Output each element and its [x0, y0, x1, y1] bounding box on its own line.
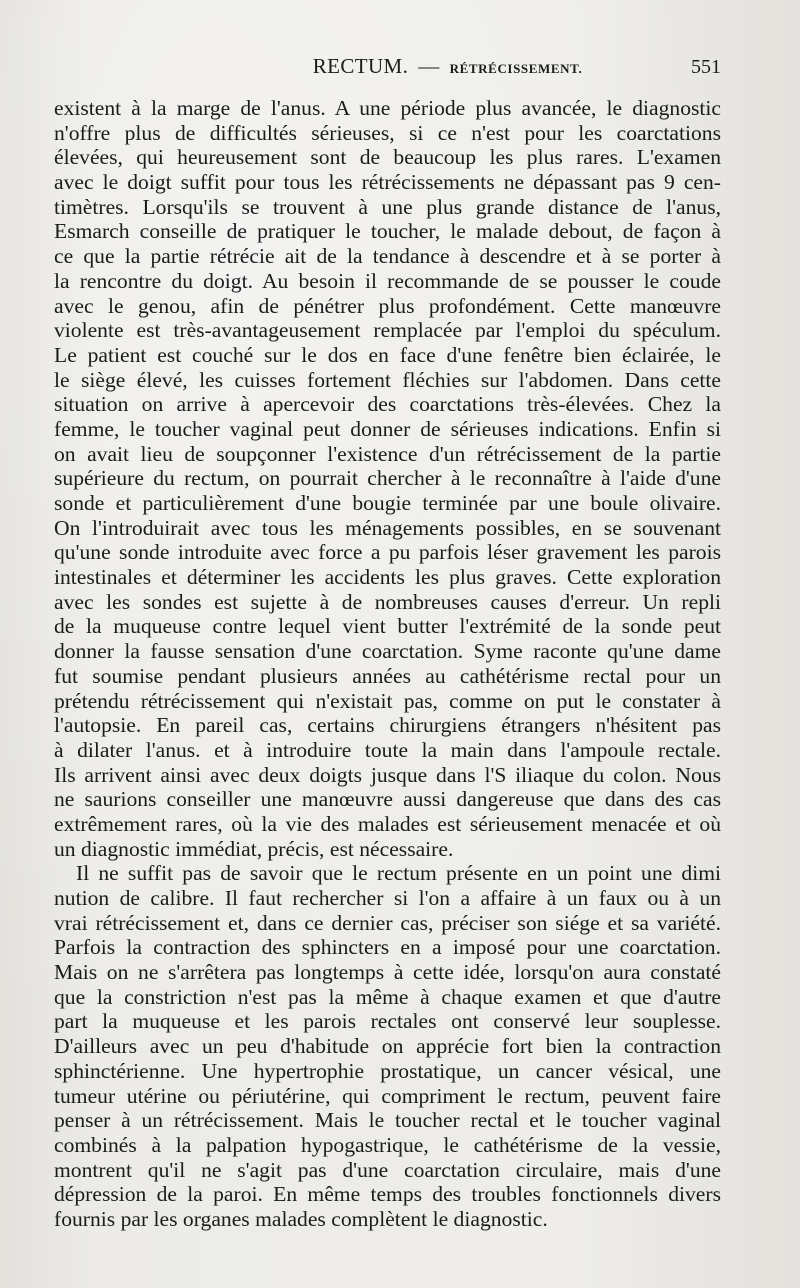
text-line: le siège élevé, les cuisses fortement fléchies sur l'abdomen. Dans cette: [54, 367, 721, 392]
text-line: violente est très-avantageusement remplacée par l'emploi du spéculum.: [54, 318, 721, 343]
text-line: l'autopsie. En pareil cas, certains chirurgiens étrangers n'hésitent pas: [54, 713, 721, 738]
text-line: penser à un rétrécissement. Mais le toucher rectal et le toucher vaginal: [54, 1108, 721, 1133]
body-text: [54, 96, 721, 1232]
text-line: prétendu rétrécissement qui n'existait pas, comme on put le constater à: [54, 688, 721, 713]
text-line: Il ne suffit pas de savoir que le rectum présente en un point une dimi: [76, 861, 721, 886]
text-line: dépression de la paroi. En même temps des troubles fonctionnels divers: [54, 1182, 721, 1207]
text-line: Le patient est couché sur le dos en face d'une fenêtre bien éclairée, le: [54, 342, 721, 367]
text-line: Mais on ne s'arrêtera pas longtemps à cette idée, lorsqu'on aura constaté: [54, 960, 721, 985]
text-line: D'ailleurs avec un peu d'habitude on apprécie fort bien la contraction: [54, 1034, 721, 1059]
text-line: extrêmement rares, où la vie des malades est sérieusement menacée et où: [54, 811, 721, 836]
text-line: fournis par les organes malades complètent le diagnostic.: [54, 1206, 548, 1231]
text-line: à dilater l'anus. et à introduire toute la main dans l'ampoule rectale.: [54, 737, 721, 762]
text-line: nution de calibre. Il faut rechercher si l'on a affaire à un faux ou à un: [54, 886, 721, 910]
text-line: que la constriction n'est pas la même à chaque examen et que d'autre: [54, 984, 721, 1009]
running-head-dash: —: [418, 54, 440, 78]
text-line: part la muqueuse et les parois rectales ont conservé leur souplesse.: [54, 1009, 721, 1034]
text-line: On l'introduirait avec tous les ménagements possibles, en se souvenant: [54, 515, 721, 540]
text-line: Esmarch conseille de pratiquer le toucher, le malade debout, de façon à: [54, 219, 721, 244]
page-header: [54, 54, 721, 84]
text-line: combinés à la palpation hypogastrique, le cathétérisme de la vessie,: [54, 1132, 721, 1157]
text-line: de la muqueuse contre lequel vient butter l'extrémité de la sonde peut: [54, 614, 721, 639]
running-head: [313, 54, 583, 79]
text-line: montrent qu'il ne s'agit pas d'une coarctation circulaire, mais d'une: [54, 1157, 721, 1182]
text-line: n'offre plus de difficultés sérieuses, si ce n'est pour les coarctations: [54, 120, 721, 145]
text-line: avec les sondes est sujette à de nombreuses causes d'erreur. Un repli: [54, 589, 721, 614]
text-line: qu'une sonde introduite avec force a pu parfois léser gravement les parois: [54, 540, 721, 565]
text-line: fut soumise pendant plusieurs années au cathétérisme rectal pour un: [54, 663, 721, 688]
text-line: ce que la partie rétrécie ait de la tendance à descendre et à se porter à: [54, 244, 721, 269]
text-line: femme, le toucher vaginal peut donner de sérieuses indications. Enfin si: [54, 416, 721, 441]
text-line: sonde et particulièrement d'une bougie terminée par une boule olivaire.: [54, 491, 721, 515]
text-line: ne saurions conseiller une manœuvre aussi dangereuse que dans des cas: [54, 787, 721, 812]
paragraph: [54, 96, 721, 861]
text-line: Parfois la contraction des sphincters en a imposé pour une coarctation.: [54, 935, 721, 960]
text-line: situation on arrive à apercevoir des coarctations très-élevées. Chez la: [54, 392, 721, 417]
text-line: intestinales et déterminer les accidents les plus graves. Cette exploration: [54, 565, 721, 590]
text-line: donner la fausse sensation d'une coarctation. Syme raconte qu'une dame: [54, 639, 721, 664]
text-line: un diagnostic immédiat, précis, est nécessaire.: [54, 836, 454, 861]
text-line: on avait lieu de soupçonner l'existence d'un rétrécissement de la partie: [54, 441, 721, 466]
running-head-title: RECTUM.: [312, 54, 409, 78]
text-line: la rencontre du doigt. Au besoin il recommande de se pousser le coude: [54, 268, 721, 293]
text-line: timètres. Lorsqu'ils se trouvent à une plus grande distance de l'anus,: [54, 194, 721, 219]
text-line: supérieure du rectum, on pourrait chercher à le reconnaître à l'aide d'une: [54, 466, 721, 491]
text-line: Ils arrivent ainsi avec deux doigts jusque dans l'S iliaque du colon. Nous: [54, 762, 721, 787]
text-line: sphinctérienne. Une hypertrophie prostatique, un cancer vésical, une: [54, 1058, 721, 1083]
text-line: tumeur utérine ou périutérine, qui compriment le rectum, peuvent faire: [54, 1083, 721, 1108]
paragraph: [54, 861, 721, 1231]
text-line: vrai rétrécissement et, dans ce dernier cas, préciser son siége et sa variété.: [54, 910, 721, 935]
text-line: avec le genou, afin de pénétrer plus profondément. Cette manœuvre: [54, 293, 721, 318]
running-head-section: RÉTRÉCISSEMENT.: [449, 61, 583, 76]
text-line: avec le doigt suffit pour tous les rétrécissements ne dépassant pas 9 cen-: [54, 170, 721, 195]
page-number: 551: [691, 56, 721, 78]
text-line: existent à la marge de l'anus. A une période plus avancée, le diagnostic: [54, 96, 721, 120]
text-line: élevées, qui heureusement sont de beaucoup les plus rares. L'examen: [54, 145, 721, 170]
